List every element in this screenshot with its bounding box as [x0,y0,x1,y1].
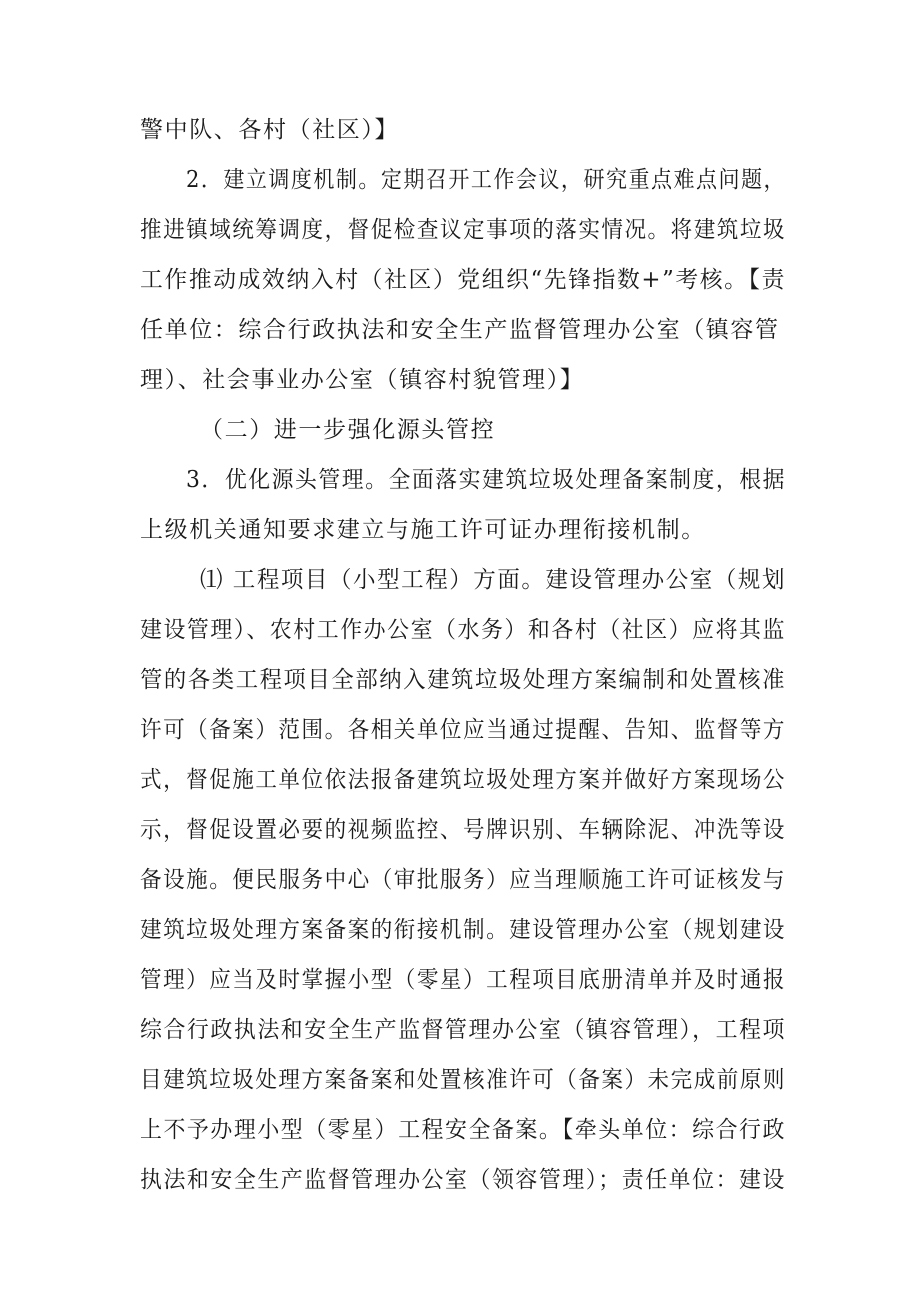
paragraph-4-line-1-content: ⑴ 工程项目（小型工程）方面。建设管理办公室（规划 [200,567,786,593]
paragraph-3-line-2-content: 上级机关通知要求建立与施工许可证办理衔接机制。 [140,517,706,543]
text-line-1 [0,106,920,154]
paragraph-2-line-2-content: 推进镇域统筹调度，督促检查议定事项的落实情况。将建筑垃圾 [140,217,786,243]
text-line-1-content: 警中队、各村（社区）】 [140,117,400,143]
paragraph-4-line-9-content: 管理）应当及时掌握小型（零星）工程项目底册清单并及时通报 [140,967,786,993]
paragraph-2-line-1-content: 2．建立调度机制。定期召开工作会议，研究重点难点问题， [186,167,786,193]
paragraph-4-line-2 [0,606,920,654]
paragraph-4-line-5-content: 式，督促施工单位依法报备建筑垃圾处理方案并做好方案现场公 [140,767,786,793]
paragraph-4-line-5 [0,756,920,804]
paragraph-4-line-8 [0,906,920,954]
section-heading [0,406,920,454]
paragraph-2-line-3-content: 工作推动成效纳入村（社区）党组织“先锋指数+”考核。【责 [140,267,786,293]
paragraph-4-line-13 [0,1156,920,1204]
paragraph-4-line-6-content: 示，督促设置必要的视频监控、号牌识别、车辆除泥、冲洗等设 [140,817,786,843]
paragraph-3-line-1 [0,456,920,504]
paragraph-3-line-2 [0,506,920,554]
paragraph-4-line-3-content: 管的各类工程项目全部纳入建筑垃圾处理方案编制和处置核准 [140,667,786,693]
paragraph-4-line-2-content: 建设管理）、农村工作办公室（水务）和各村（社区）应将其监 [140,617,786,643]
paragraph-2-line-5 [0,356,920,404]
paragraph-2-line-4 [0,306,920,354]
paragraph-4-line-6 [0,806,920,854]
section-heading-content: （二）进一步强化源头管控 [200,417,496,443]
paragraph-4-line-11-content: 目建筑垃圾处理方案备案和处置核准许可（备案）未完成前原则 [140,1067,786,1093]
paragraph-2-line-1 [0,156,920,204]
paragraph-4-line-7 [0,856,920,904]
paragraph-4-line-8-content: 建筑垃圾处理方案备案的衔接机制。建设管理办公室（规划建设 [140,917,786,943]
paragraph-4-line-10-content: 综合行政执法和安全生产监督管理办公室（镇容管理），工程项 [140,1017,786,1043]
paragraph-4-line-12-content: 上不予办理小型（零星）工程安全备案。【牵头单位：综合行政 [140,1117,786,1143]
paragraph-2-line-3 [0,256,920,304]
paragraph-4-line-10 [0,1006,920,1054]
paragraph-4-line-9 [0,956,920,1004]
paragraph-3-line-1-content: 3．优化源头管理。全面落实建筑垃圾处理备案制度，根据 [186,467,786,493]
paragraph-4-line-12 [0,1106,920,1154]
paragraph-4-line-13-content: 执法和安全生产监督管理办公室（领容管理）；责任单位：建设 [140,1167,786,1193]
paragraph-2-line-5-content: 理）、社会事业办公室（镇容村貌管理）】 [140,367,585,393]
paragraph-4-line-3 [0,656,920,704]
paragraph-4-line-4 [0,706,920,754]
paragraph-4-line-7-content: 备设施。便民服务中心（审批服务）应当理顺施工许可证核发与 [140,867,786,893]
paragraph-2-line-2 [0,206,920,254]
paragraph-2-line-4-content: 任单位：综合行政执法和安全生产监督管理办公室（镇容管 [140,317,780,343]
paragraph-4-line-4-content: 许可（备案）范围。各相关单位应当通过提醒、告知、监督等方 [140,717,786,743]
paragraph-4-line-1 [0,556,920,604]
paragraph-4-line-11 [0,1056,920,1104]
